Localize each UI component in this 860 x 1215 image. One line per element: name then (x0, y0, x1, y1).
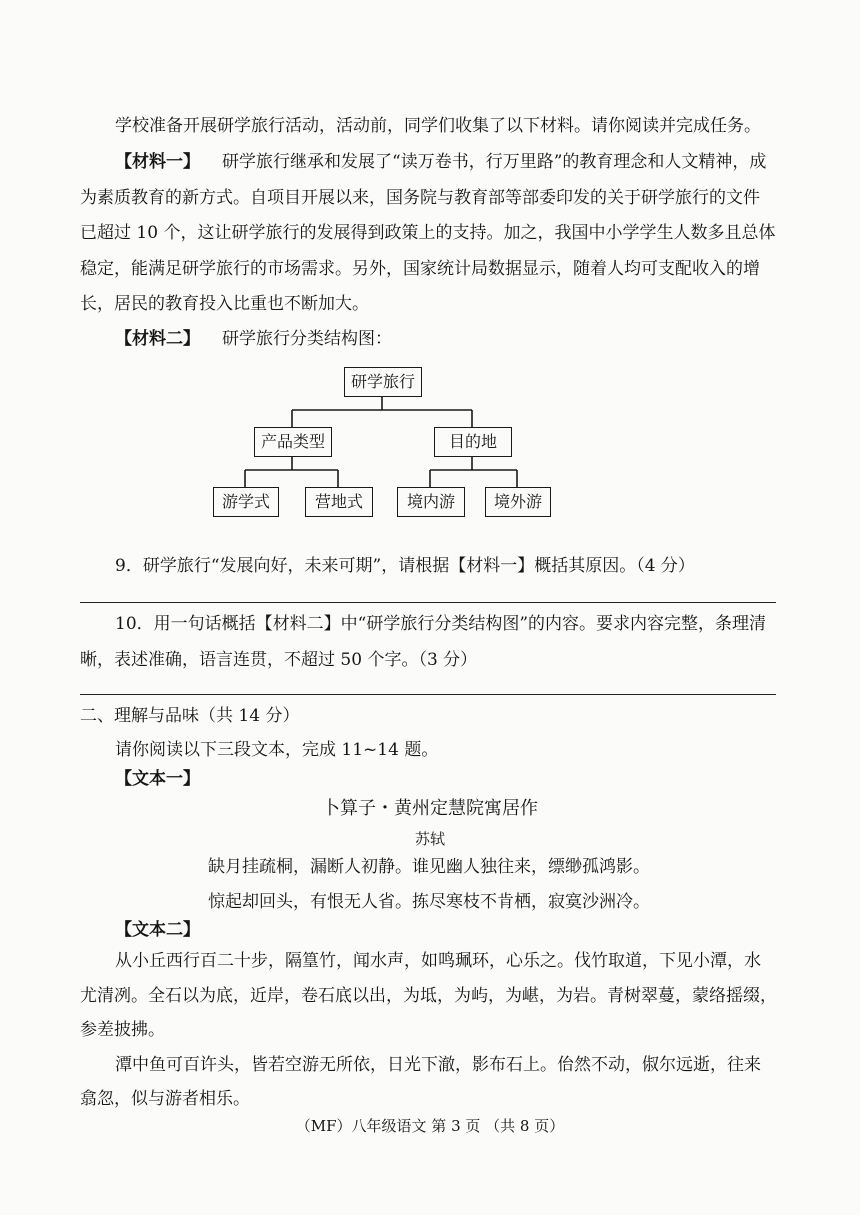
text1-label: 【文本一】 (115, 769, 200, 789)
diagram-leaf-overseas: 境外游 (485, 487, 551, 517)
text2-line1: 从小丘西行百二十步，隔篁竹，闻水声，如鸣珮环，心乐之。伐竹取道，下见小潭，水 (115, 951, 761, 971)
page-footer: （MF）八年级语文 第 3 页 （共 8 页） (295, 1117, 565, 1135)
poem-title: 卜算子・黄州定慧院寓居作 (322, 798, 538, 819)
material1-label: 【材料一】 (115, 152, 200, 172)
answer-line-q9 (80, 602, 776, 603)
text2-label: 【文本二】 (115, 920, 200, 940)
poem-author: 苏轼 (414, 830, 445, 848)
question-10-line1: 10．用一句话概括【材料二】中“研学旅行分类结构图”的内容。要求内容完整，条理清 (115, 614, 767, 634)
material1-line3: 已超过 10 个，这让研学旅行的发展得到政策上的支持。加之，我国中小学学生人数多且总体 (80, 223, 776, 243)
intro-text: 学校准备开展研学旅行活动，活动前，同学们收集了以下材料。请你阅读并完成任务。 (115, 116, 761, 136)
material1-line1: 研学旅行继承和发展了“读万卷书，行万里路”的教育理念和人文精神，成 (222, 152, 767, 172)
diagram-connectors (0, 0, 860, 560)
diagram-destination-node: 目的地 (434, 427, 512, 457)
question-9: 9．研学旅行“发展向好，未来可期”，请根据【材料一】概括其原因。（4 分） (115, 556, 695, 576)
diagram-leaf-study-tour: 游学式 (213, 487, 279, 517)
material1-line4: 稳定，能满足研学旅行的市场需求。另外，国家统计局数据显示，随着人均可支配收入的增 (80, 259, 760, 279)
section2-instruction: 请你阅读以下三段文本，完成 11~14 题。 (115, 740, 439, 760)
material1-line2: 为素质教育的新方式。自项目开展以来，国务院与教育部等部委印发的关于研学旅行的文件 (80, 188, 760, 208)
diagram-root-node: 研学旅行 (344, 367, 422, 397)
poem-line2: 惊起却回头，有恨无人省。拣尽寒枝不肯栖，寂寞沙洲冷。 (208, 892, 650, 912)
text2-line3: 参差披拂。 (80, 1020, 165, 1040)
material2-text: 研学旅行分类结构图： (222, 329, 392, 349)
text2-line5: 翕忽，似与游者相乐。 (80, 1089, 250, 1109)
text2-line4: 潭中鱼可百许头，皆若空游无所依，日光下澈，影布石上。佁然不动，俶尔远逝，往来 (115, 1055, 761, 1075)
diagram-leaf-domestic: 境内游 (397, 487, 465, 517)
question-10-line2: 晰，表述准确，语言连贯，不超过 50 个字。（3 分） (80, 650, 478, 670)
material2-label: 【材料二】 (115, 329, 200, 349)
diagram-leaf-camp: 营地式 (305, 487, 373, 517)
poem-line1: 缺月挂疏桐，漏断人初静。谁见幽人独往来，缥缈孤鸿影。 (208, 857, 650, 877)
material1-line5: 长，居民的教育投入比重也不断加大。 (80, 294, 369, 314)
answer-line-q10 (80, 694, 776, 695)
diagram-type-node: 产品类型 (254, 427, 332, 457)
section2-heading: 二、理解与品味（共 14 分） (80, 706, 300, 726)
text2-line2: 尤清冽。全石以为底，近岸，卷石底以出，为坻，为屿，为嵁，为岩。青树翠蔓，蒙络摇缀， (80, 986, 777, 1006)
